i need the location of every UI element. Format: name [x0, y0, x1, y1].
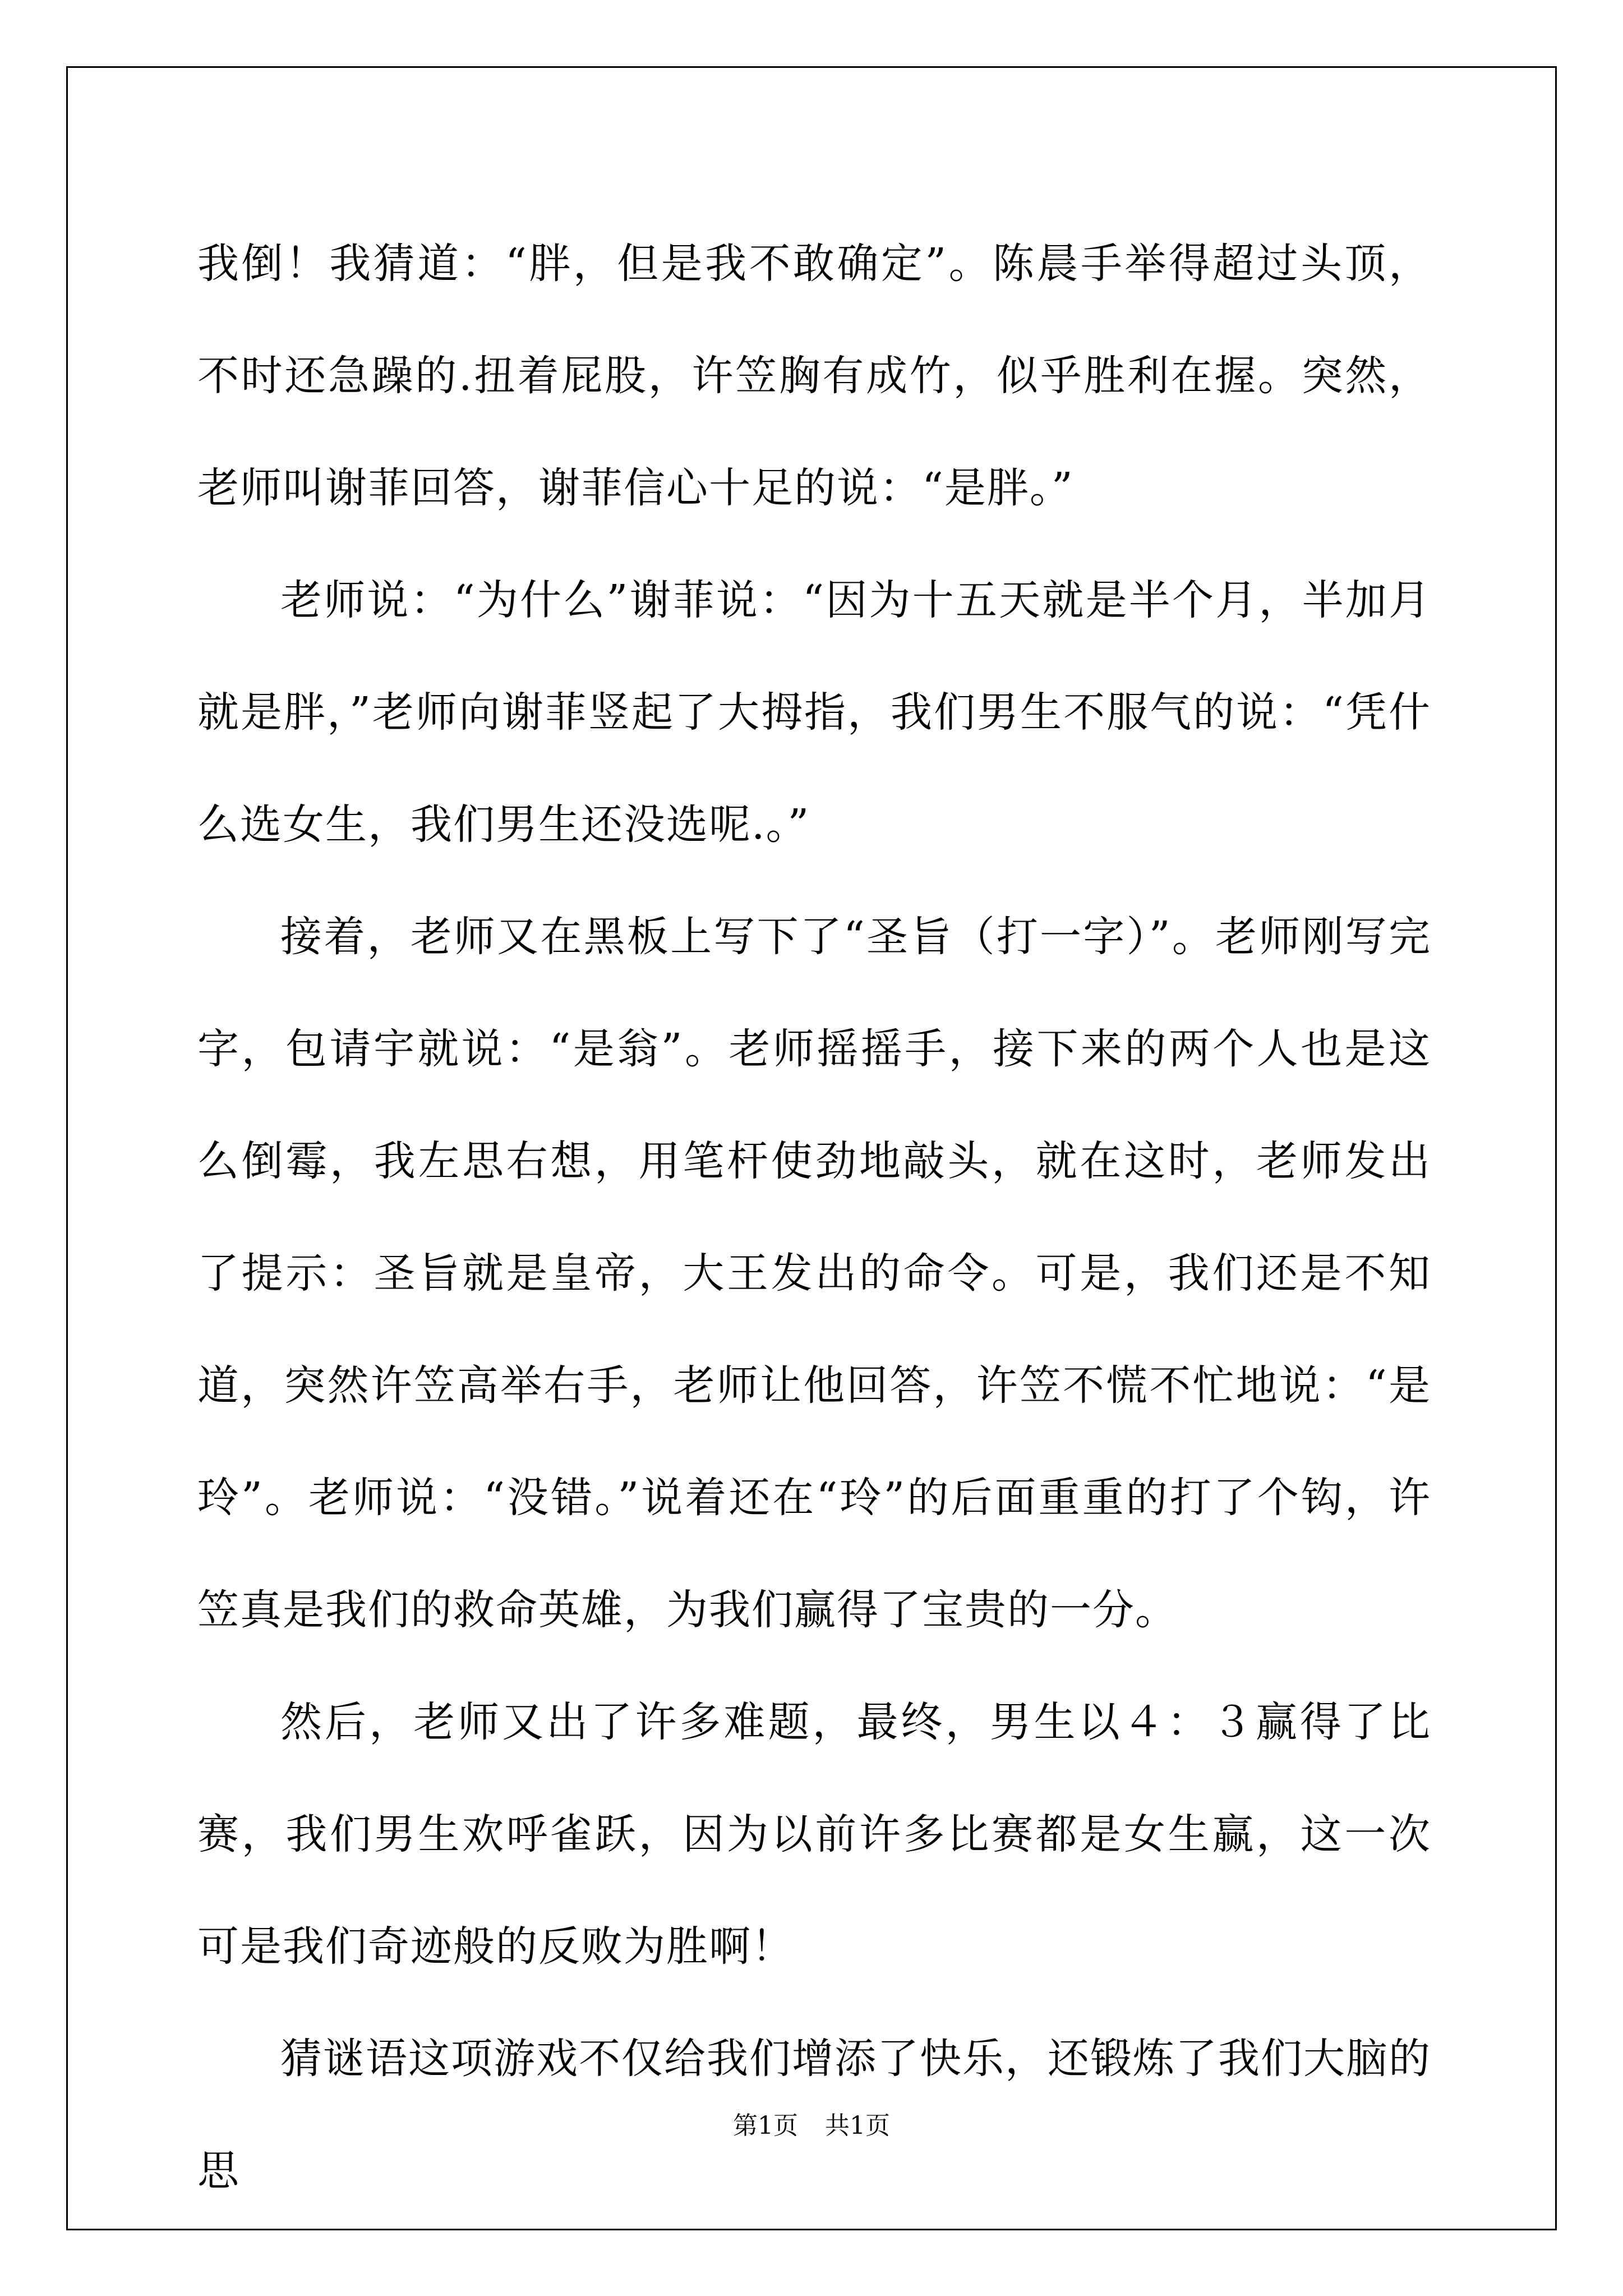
document-body	[197, 208, 1431, 2227]
paragraph-2: 老师说：“为什么”谢菲说：“因为十五天就是半个月，半加月就是胖，”老师向谢菲竖起了大拇指，我们男生不服气的说：“凭什么选女生，我们男生还没选呢.。”	[197, 576, 1431, 849]
page-number: 第1页	[733, 2111, 798, 2140]
paragraph-5: 猜谜语这项游戏不仅给我们增添了快乐，还锻炼了我们大脑的思	[197, 2035, 1431, 2195]
page-total: 共1页	[825, 2111, 890, 2140]
paragraph-4: 然后，老师又出了许多难题，最终，男生以４：３赢得了比赛，我们男生欢呼雀跃，因为以前许多比赛都是女生赢，这一次可是我们奇迹般的反败为胜啊！	[197, 1698, 1431, 1971]
paragraph-3: 接着，老师又在黑板上写下了“圣旨（打一字）”。老师刚写完字，包请宇就说：“是翁”。老师摇摇手，接下来的两个人也是这么倒霉，我左思右想，用笔杆使劲地敲头，就在这时，老师发出了提示：圣旨就是皇帝，大王发出的命令。可是，我们还是不知道，突然许笠高举右手，老师让他回答，许笠不慌不忙地说：“是玲”。老师说：“没错。”说着还在“玲”的后面重重的打了个钩，许笠真是我们的救命英雄，为我们赢得了宝贵的一分。	[197, 913, 1431, 1634]
page-footer	[0, 2109, 1623, 2143]
paragraph-1: 我倒！我猜道：“胖，但是我不敢确定”。陈晨手举得超过头顶，不时还急躁的.扭着屁股，许笠胸有成竹，似乎胜利在握。突然，老师叫谢菲回答，谢菲信心十足的说：“是胖。”	[197, 240, 1431, 512]
